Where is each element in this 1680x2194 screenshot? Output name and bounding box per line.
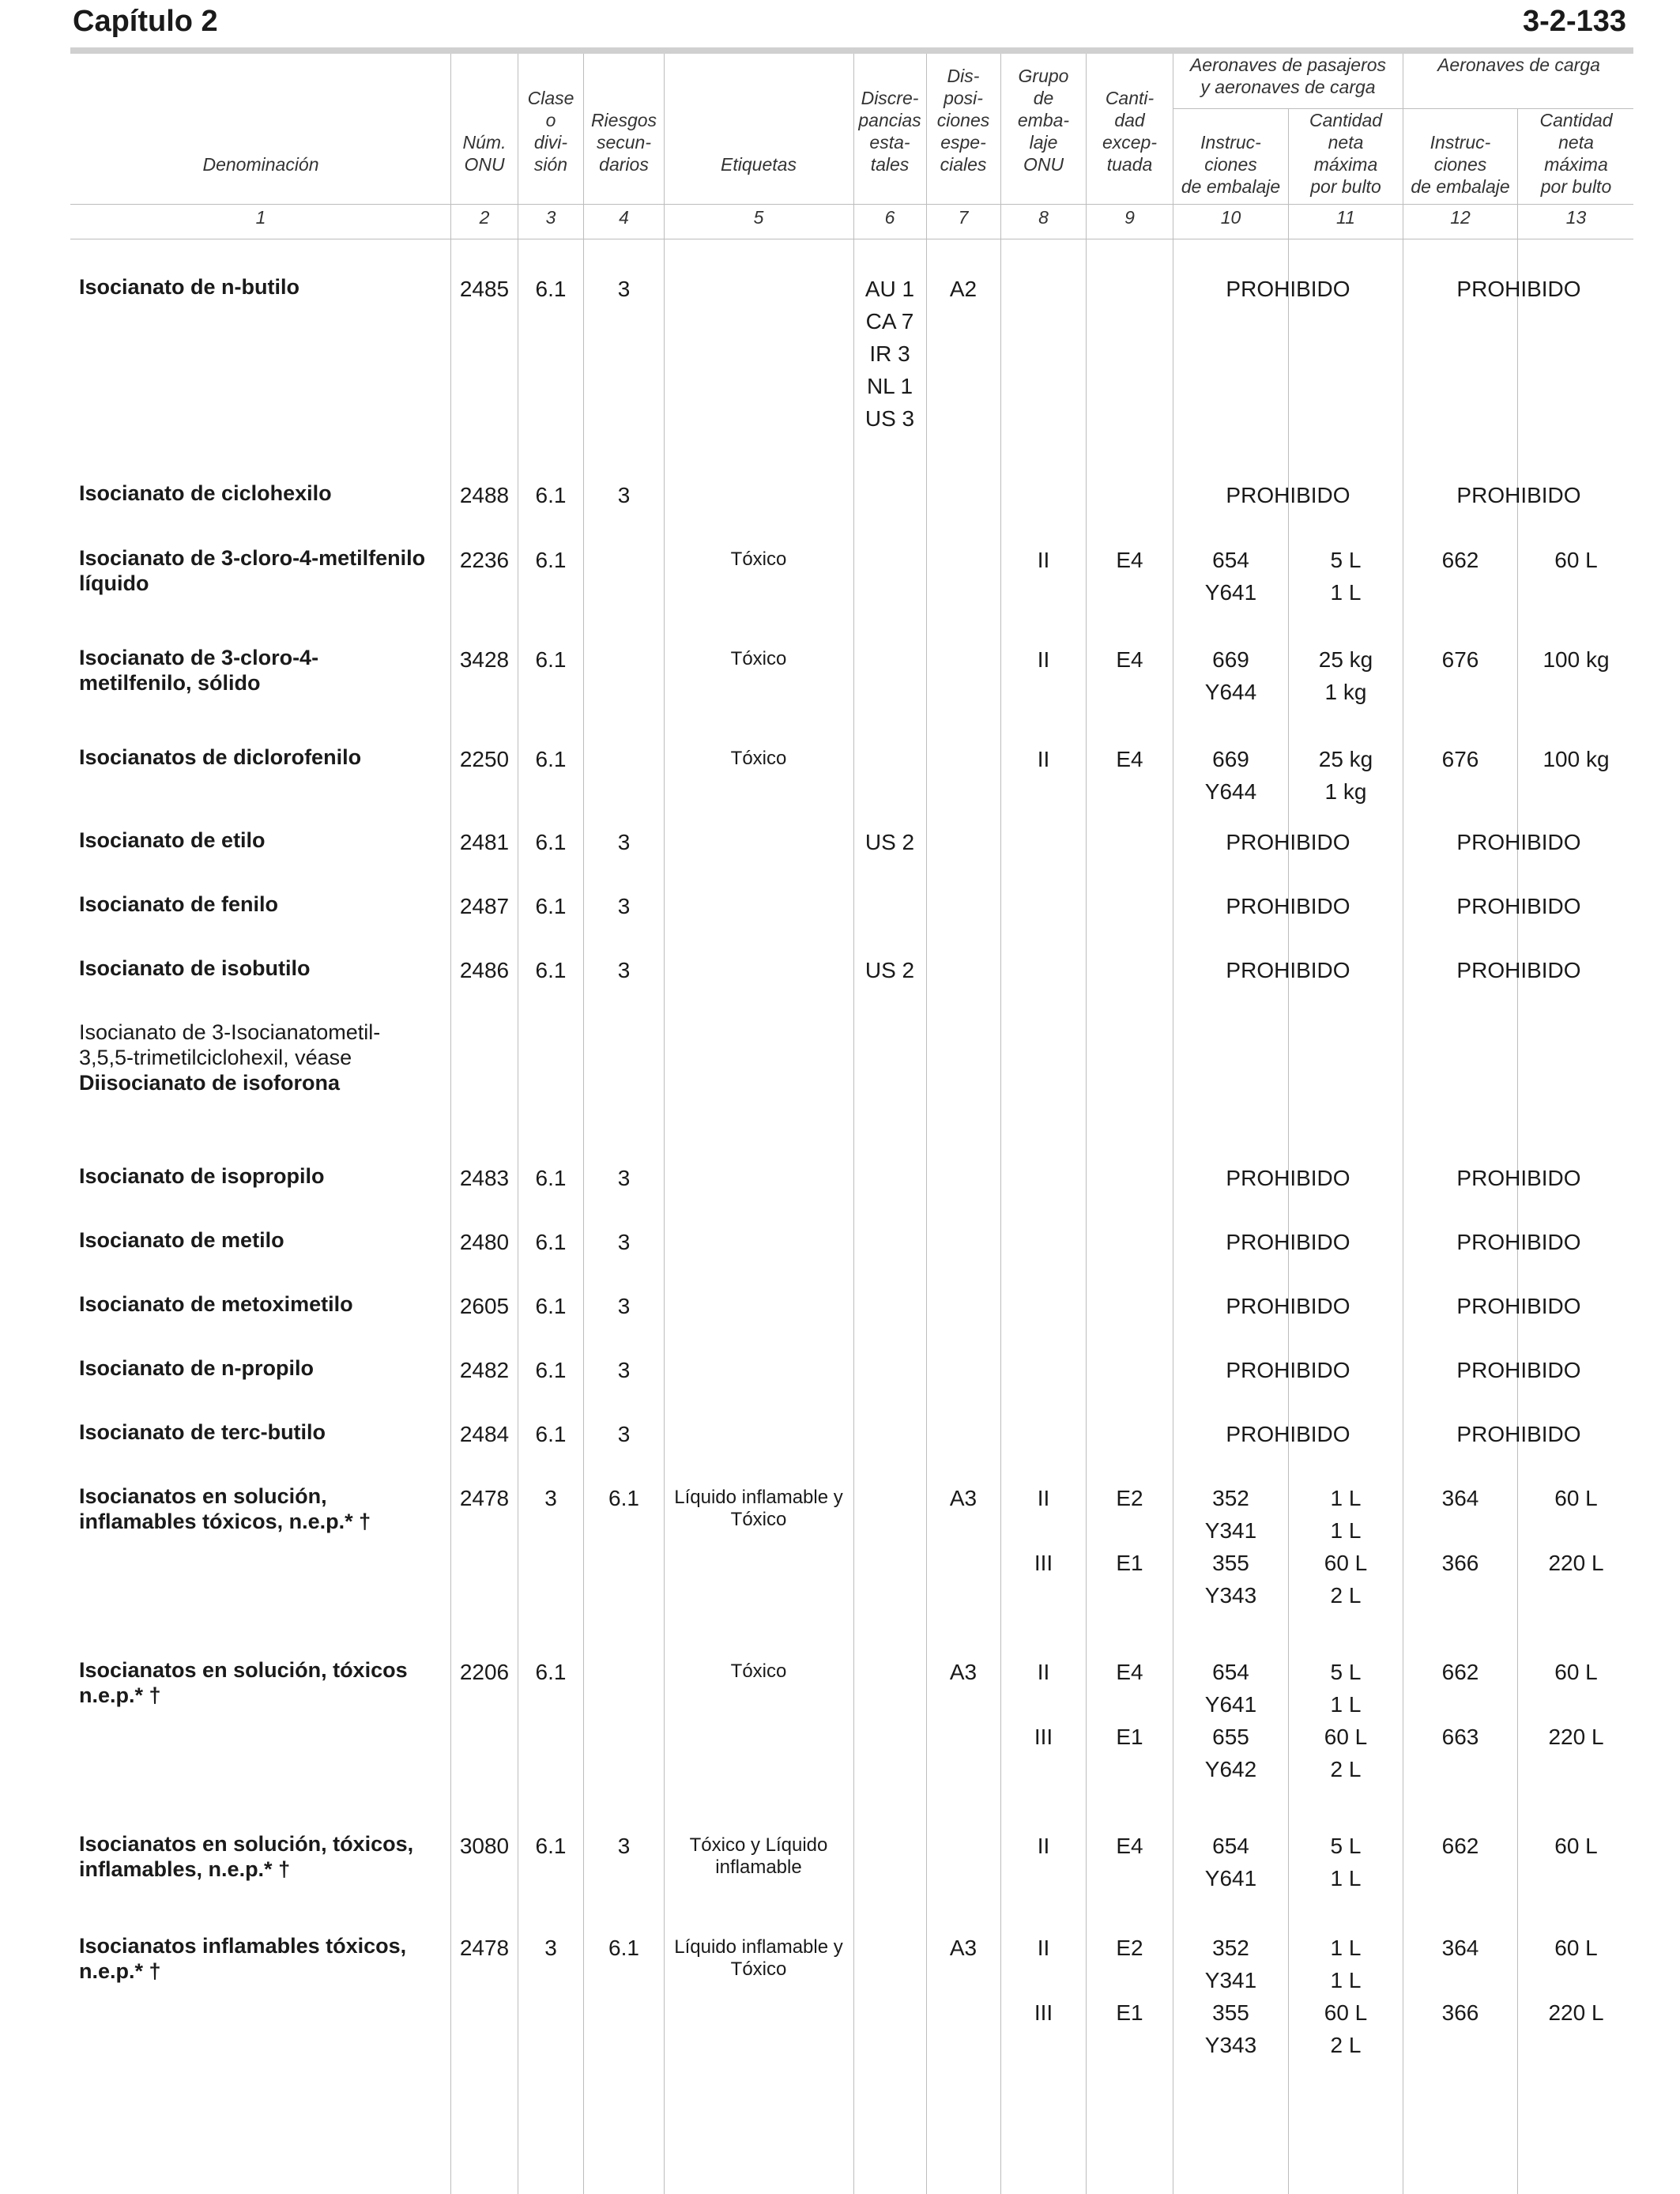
onu-cell: 2485 <box>459 277 510 301</box>
pax-instruction-cell <box>1174 1482 1287 1612</box>
i13-value: 60 L <box>1554 1486 1598 1510</box>
clase-cell: 6.1 <box>535 1294 567 1318</box>
header-instrucciones-12: Instruc- ciones de embalaje <box>1411 132 1510 197</box>
packing-group-cell <box>1002 1656 1085 1753</box>
i10-value: Y642 <box>1204 1757 1257 1781</box>
i10-value: 669 <box>1212 647 1249 672</box>
clase-cell: 6.1 <box>535 1660 567 1684</box>
special-provision-cell: A3 <box>949 1936 977 1960</box>
substance-name <box>79 1831 450 1882</box>
i10-value: Y644 <box>1204 680 1257 704</box>
name-line: Isocianatos en solución, tóxicos <box>79 1658 408 1682</box>
etiq-value: Tóxico y Líquido <box>689 1834 828 1856</box>
pax-prohibited: PROHIBIDO <box>1226 1230 1350 1254</box>
i12-value: 676 <box>1441 747 1479 771</box>
cargo-max-qty-cell <box>1519 643 1633 676</box>
riesgo-cell: 3 <box>617 1230 631 1254</box>
i13-value: 220 L <box>1548 1725 1604 1749</box>
cargo-prohibited: PROHIBIDO <box>1456 483 1581 507</box>
pax-max-qty-cell <box>1290 643 1402 708</box>
clase-cell: 6.1 <box>535 548 567 572</box>
header-rule <box>70 47 1633 54</box>
i11-value: 60 L <box>1324 2000 1368 2025</box>
pax-prohibited: PROHIBIDO <box>1226 277 1350 301</box>
grupo-value: II <box>1037 1660 1050 1684</box>
etiq-value: Tóxico <box>730 1958 787 1980</box>
i10-value: Y343 <box>1204 2033 1257 2057</box>
etiq-value: inflamable <box>715 1857 802 1878</box>
clase-cell: 6.1 <box>535 1422 567 1446</box>
substance-name: Isocianatos de diclorofenilo <box>79 745 362 769</box>
pax-max-qty-cell <box>1290 1482 1402 1612</box>
grupo-value: III <box>1034 1551 1053 1575</box>
pax-max-qty-cell <box>1290 544 1402 609</box>
header-riesgos: Riesgos secun- darios <box>590 110 657 175</box>
clase-cell: 6.1 <box>535 1166 567 1190</box>
i11-value: 1 L <box>1330 1692 1362 1717</box>
col-number: 3 <box>545 207 556 228</box>
onu-cell: 2483 <box>459 1166 510 1190</box>
i11-value: 1 L <box>1330 1486 1362 1510</box>
i13-value: 60 L <box>1554 1834 1598 1858</box>
page-number: 3-2-133 <box>1523 5 1626 38</box>
col-number: 8 <box>1038 207 1049 228</box>
exc-value: E4 <box>1116 548 1143 572</box>
header-clase: Clase o divi- sión <box>527 88 574 175</box>
i11-value: 60 L <box>1324 1725 1368 1749</box>
clase-cell: 6.1 <box>535 1834 567 1858</box>
onu-cell: 2250 <box>459 747 510 771</box>
label-cell <box>665 1830 852 1879</box>
i11-value: 1 L <box>1330 1936 1362 1960</box>
exc-value: E4 <box>1116 747 1143 771</box>
i11-value: 1 kg <box>1324 779 1367 804</box>
packing-group-cell <box>1002 743 1085 775</box>
name-line: Isocianato de 3-cloro-4-metilfenilo <box>79 546 426 570</box>
pax-prohibited: PROHIBIDO <box>1226 1294 1350 1318</box>
name-line: Isocianato de 3-Isocianatometil- <box>79 1020 381 1044</box>
i10-value: Y641 <box>1204 580 1257 605</box>
i10-value: Y644 <box>1204 779 1257 804</box>
exc-value: E2 <box>1116 1486 1143 1510</box>
pax-max-qty-cell <box>1290 1932 1402 2061</box>
cargo-max-qty-cell <box>1519 1830 1633 1862</box>
special-provision-cell: A3 <box>949 1486 977 1510</box>
header-onu: Núm. ONU <box>462 132 507 175</box>
cargo-instruction-cell <box>1404 1932 1516 2029</box>
riesgo-cell: 3 <box>617 1166 631 1190</box>
clase-cell: 6.1 <box>535 1358 567 1382</box>
pax-instruction-cell <box>1174 643 1287 708</box>
name-line: inflamables tóxicos, n.e.p.* † <box>79 1510 371 1533</box>
cargo-prohibited: PROHIBIDO <box>1456 958 1581 982</box>
cargo-instruction-cell <box>1404 544 1516 576</box>
name-line: metilfenilo, sólido <box>79 671 261 695</box>
pax-prohibited: PROHIBIDO <box>1226 1166 1350 1190</box>
substance-name: Isocianato de n-propilo <box>79 1356 315 1380</box>
exc-value: E1 <box>1116 1725 1143 1749</box>
cargo-instruction-cell <box>1404 1656 1516 1753</box>
header-instrucciones-10: Instruc- ciones de embalaje <box>1181 132 1281 197</box>
etiq-value: Líquido inflamable y <box>674 1487 843 1508</box>
i13-value: 100 kg <box>1543 647 1610 672</box>
substance-name: Isocianato de isobutilo <box>79 956 311 980</box>
disc-value: US 2 <box>864 830 915 854</box>
substance-name <box>79 1483 450 1534</box>
header-pasajeros: Aeronaves de pasajeros y aeronaves de carga <box>1189 55 1387 97</box>
substance-name <box>79 1933 450 1984</box>
excepted-qty-cell <box>1087 1830 1172 1862</box>
grupo-value: II <box>1037 548 1050 572</box>
state-variation-cell <box>855 826 925 858</box>
i12-value: 676 <box>1441 647 1479 672</box>
disc-value: AU 1 <box>864 277 915 301</box>
excepted-qty-cell <box>1087 743 1172 775</box>
i12-value: 366 <box>1441 1551 1479 1575</box>
i11-value: 2 L <box>1330 1583 1362 1608</box>
name-line: inflamables, n.e.p.* † <box>79 1857 291 1881</box>
packing-group-cell <box>1002 643 1085 676</box>
i10-value: Y343 <box>1204 1583 1257 1608</box>
i11-value: 1 L <box>1330 1518 1362 1543</box>
state-variation-cell <box>855 954 925 986</box>
cargo-prohibited: PROHIBIDO <box>1456 894 1581 918</box>
i11-value: 60 L <box>1324 1551 1368 1575</box>
cargo-instruction-cell <box>1404 643 1516 676</box>
exc-value: E1 <box>1116 2000 1143 2025</box>
onu-cell: 2487 <box>459 894 510 918</box>
i10-value: 654 <box>1212 1660 1249 1684</box>
header-cantidad-neta-11: Cantidad neta máxima por bulto <box>1309 110 1383 197</box>
pax-prohibited: PROHIBIDO <box>1226 1358 1350 1382</box>
cargo-max-qty-cell <box>1519 544 1633 576</box>
onu-cell: 3428 <box>459 647 510 672</box>
i11-value: 25 kg <box>1318 647 1373 672</box>
i13-value: 220 L <box>1548 1551 1604 1575</box>
i12-value: 662 <box>1441 548 1479 572</box>
onu-cell: 2482 <box>459 1358 510 1382</box>
pax-prohibited: PROHIBIDO <box>1226 958 1350 982</box>
i10-value: 654 <box>1212 548 1249 572</box>
riesgo-cell: 3 <box>617 894 631 918</box>
onu-cell: 2206 <box>459 1660 510 1684</box>
pax-max-qty-cell <box>1290 743 1402 808</box>
i10-value: 355 <box>1212 1551 1249 1575</box>
grupo-value: II <box>1037 1936 1050 1960</box>
clase-cell: 6.1 <box>535 830 567 854</box>
state-variation-cell <box>855 273 925 435</box>
riesgo-cell: 3 <box>617 1834 631 1858</box>
pax-max-qty-cell <box>1290 1830 1402 1894</box>
col-number: 13 <box>1565 207 1587 228</box>
onu-cell: 2480 <box>459 1230 510 1254</box>
riesgo-cell: 3 <box>617 277 631 301</box>
header-grupo: Grupo de emba- laje ONU <box>1017 66 1070 175</box>
i11-value: 2 L <box>1330 1757 1362 1781</box>
i12-value: 662 <box>1441 1834 1479 1858</box>
i12-value: 662 <box>1441 1660 1479 1684</box>
onu-cell: 2481 <box>459 830 510 854</box>
col-number: 6 <box>884 207 895 228</box>
clase-cell: 6.1 <box>535 647 567 672</box>
onu-cell: 2478 <box>459 1486 510 1510</box>
col-number: 9 <box>1124 207 1135 228</box>
excepted-qty-cell <box>1087 1656 1172 1753</box>
riesgo-cell: 3 <box>617 1422 631 1446</box>
exc-value: E4 <box>1116 1834 1143 1858</box>
i10-value: 654 <box>1212 1834 1249 1858</box>
special-provision-cell: A2 <box>949 277 977 301</box>
substance-name: Isocianato de isopropilo <box>79 1164 325 1188</box>
clase-cell: 6.1 <box>535 483 567 507</box>
i12-value: 364 <box>1441 1486 1479 1510</box>
packing-group-cell <box>1002 1830 1085 1862</box>
disc-value: US 3 <box>864 406 915 431</box>
grupo-value: II <box>1037 1834 1050 1858</box>
onu-cell: 2236 <box>459 548 510 572</box>
name-line: n.e.p.* † <box>79 1959 161 1983</box>
name-line: líquido <box>79 571 149 595</box>
riesgo-cell: 6.1 <box>608 1936 639 1960</box>
pax-max-qty-cell <box>1290 1656 1402 1785</box>
riesgo-cell: 3 <box>617 483 631 507</box>
i12-value: 364 <box>1441 1936 1479 1960</box>
substance-name: Isocianato de metoximetilo <box>79 1292 353 1316</box>
onu-cell: 2488 <box>459 483 510 507</box>
i11-value: 1 L <box>1330 580 1362 605</box>
cargo-prohibited: PROHIBIDO <box>1456 1230 1581 1254</box>
onu-cell: 2478 <box>459 1936 510 1960</box>
pax-instruction-cell <box>1174 1932 1287 2061</box>
packing-group-cell <box>1002 544 1085 576</box>
packing-group-cell <box>1002 1932 1085 2029</box>
cargo-prohibited: PROHIBIDO <box>1456 1166 1581 1190</box>
header-discrepancias: Discre- pancias esta- tales <box>858 88 921 175</box>
col-number: 12 <box>1450 207 1471 228</box>
name-crossref: Diisocianato de isoforona <box>79 1071 341 1095</box>
i13-value: 60 L <box>1554 1936 1598 1960</box>
i10-value: 355 <box>1212 2000 1249 2025</box>
col-number: 7 <box>958 207 969 228</box>
header-cantidad-exceptuada: Canti- dad excep- tuada <box>1102 88 1158 175</box>
riesgo-cell: 3 <box>617 958 631 982</box>
pax-prohibited: PROHIBIDO <box>1226 1422 1350 1446</box>
exc-value: E1 <box>1116 1551 1143 1575</box>
i11-value: 1 L <box>1330 1866 1362 1891</box>
i10-value: 352 <box>1212 1936 1249 1960</box>
packing-group-cell <box>1002 1482 1085 1579</box>
col-number: 1 <box>255 207 266 228</box>
i12-value: 663 <box>1441 1725 1479 1749</box>
disc-value: US 2 <box>864 958 915 982</box>
pax-instruction-cell <box>1174 743 1287 808</box>
i11-value: 1 kg <box>1324 680 1367 704</box>
excepted-qty-cell <box>1087 544 1172 576</box>
i13-value: 100 kg <box>1543 747 1610 771</box>
col-number: 4 <box>619 207 629 228</box>
grupo-value: III <box>1034 2000 1053 2025</box>
i12-value: 366 <box>1441 2000 1479 2025</box>
header-denominacion: Denominación <box>202 154 319 175</box>
i10-value: Y341 <box>1204 1518 1257 1543</box>
header-carga: Aeronaves de carga <box>1437 55 1600 75</box>
exc-value: E2 <box>1116 1936 1143 1960</box>
substance-name: Isocianato de n-butilo <box>79 275 300 299</box>
riesgo-cell: 6.1 <box>608 1486 639 1510</box>
clase-cell: 3 <box>544 1486 557 1510</box>
grupo-value: II <box>1037 647 1050 672</box>
label-cell: Tóxico <box>730 748 787 769</box>
i10-value: Y641 <box>1204 1866 1257 1891</box>
substance-name <box>79 1657 450 1708</box>
i11-value: 2 L <box>1330 2033 1362 2057</box>
label-cell: Tóxico <box>730 648 787 669</box>
i10-value: Y341 <box>1204 1968 1257 1992</box>
cargo-instruction-cell <box>1404 1830 1516 1862</box>
special-provision-cell: A3 <box>949 1660 977 1684</box>
label-cell <box>665 1932 852 1981</box>
col-number: 2 <box>479 207 490 228</box>
cargo-instruction-cell <box>1404 743 1516 775</box>
page-header <box>73 0 1626 47</box>
i13-value: 220 L <box>1548 2000 1604 2025</box>
i10-value: 655 <box>1212 1725 1249 1749</box>
clase-cell: 6.1 <box>535 958 567 982</box>
label-cell: Tóxico <box>730 1661 787 1682</box>
disc-value: CA 7 <box>865 309 914 334</box>
i11-value: 5 L <box>1330 548 1362 572</box>
header-cantidad-neta-13: Cantidad neta máxima por bulto <box>1539 110 1613 197</box>
name-line: Isocianatos inflamables tóxicos, <box>79 1934 407 1958</box>
excepted-qty-cell <box>1087 643 1172 676</box>
name-line: 3,5,5-trimetilciclohexil, véase <box>79 1046 352 1069</box>
substance-name <box>79 1020 450 1095</box>
i11-value: 25 kg <box>1318 747 1373 771</box>
onu-cell: 2486 <box>459 958 510 982</box>
substance-name: Isocianato de terc-butilo <box>79 1420 326 1444</box>
cargo-max-qty-cell <box>1519 1932 1633 2029</box>
onu-cell: 2484 <box>459 1422 510 1446</box>
label-cell <box>665 1482 852 1531</box>
pax-instruction-cell <box>1174 544 1287 609</box>
clase-cell: 3 <box>544 1936 557 1960</box>
grupo-value: II <box>1037 1486 1050 1510</box>
pax-prohibited: PROHIBIDO <box>1226 894 1350 918</box>
pax-prohibited: PROHIBIDO <box>1226 483 1350 507</box>
excepted-qty-cell <box>1087 1932 1172 2029</box>
clase-cell: 6.1 <box>535 894 567 918</box>
name-line: Isocianatos en solución, <box>79 1484 327 1508</box>
i10-value: 352 <box>1212 1486 1249 1510</box>
cargo-max-qty-cell <box>1519 1482 1633 1579</box>
name-line: Isocianato de 3-cloro-4- <box>79 646 319 669</box>
pax-instruction-cell <box>1174 1656 1287 1785</box>
exc-value: E4 <box>1116 647 1143 672</box>
cargo-prohibited: PROHIBIDO <box>1456 1358 1581 1382</box>
substance-name <box>79 645 450 696</box>
grupo-value: III <box>1034 1725 1053 1749</box>
col-number: 11 <box>1336 207 1355 228</box>
riesgo-cell: 3 <box>617 830 631 854</box>
substance-name <box>79 545 450 596</box>
etiq-value: Líquido inflamable y <box>674 1936 843 1958</box>
cargo-max-qty-cell <box>1519 1656 1633 1753</box>
col-number: 10 <box>1220 207 1241 228</box>
disc-value: NL 1 <box>866 374 913 398</box>
clase-cell: 6.1 <box>535 277 567 301</box>
header-etiquetas: Etiquetas <box>721 154 797 175</box>
cargo-prohibited: PROHIBIDO <box>1456 1294 1581 1318</box>
cargo-instruction-cell <box>1404 1482 1516 1579</box>
col-number: 5 <box>753 207 764 228</box>
riesgo-cell: 3 <box>617 1358 631 1382</box>
pax-instruction-cell <box>1174 1830 1287 1894</box>
substance-name: Isocianato de fenilo <box>79 892 279 916</box>
substance-name: Isocianato de ciclohexilo <box>79 481 332 505</box>
i13-value: 60 L <box>1554 548 1598 572</box>
excepted-qty-cell <box>1087 1482 1172 1579</box>
cargo-prohibited: PROHIBIDO <box>1456 277 1581 301</box>
exc-value: E4 <box>1116 1660 1143 1684</box>
substance-name: Isocianato de etilo <box>79 828 266 852</box>
cargo-prohibited: PROHIBIDO <box>1456 830 1581 854</box>
substance-name: Isocianato de metilo <box>79 1228 284 1252</box>
i13-value: 60 L <box>1554 1660 1598 1684</box>
name-line: Isocianatos en solución, tóxicos, <box>79 1832 414 1856</box>
header-disposiciones: Dis- posi- ciones espe- ciales <box>936 66 990 175</box>
disc-value: IR 3 <box>869 341 910 366</box>
onu-cell: 2605 <box>459 1294 510 1318</box>
cargo-prohibited: PROHIBIDO <box>1456 1422 1581 1446</box>
etiq-value: Tóxico <box>730 1509 787 1530</box>
chapter-title: Capítulo 2 <box>73 5 218 38</box>
i10-value: Y641 <box>1204 1692 1257 1717</box>
cargo-max-qty-cell <box>1519 743 1633 775</box>
i10-value: 669 <box>1212 747 1249 771</box>
i11-value: 5 L <box>1330 1660 1362 1684</box>
pax-prohibited: PROHIBIDO <box>1226 830 1350 854</box>
grupo-value: II <box>1037 747 1050 771</box>
clase-cell: 6.1 <box>535 1230 567 1254</box>
clase-cell: 6.1 <box>535 747 567 771</box>
onu-cell: 3080 <box>459 1834 510 1858</box>
name-line: n.e.p.* † <box>79 1683 161 1707</box>
label-cell: Tóxico <box>730 548 787 570</box>
i11-value: 5 L <box>1330 1834 1362 1858</box>
riesgo-cell: 3 <box>617 1294 631 1318</box>
i11-value: 1 L <box>1330 1968 1362 1992</box>
